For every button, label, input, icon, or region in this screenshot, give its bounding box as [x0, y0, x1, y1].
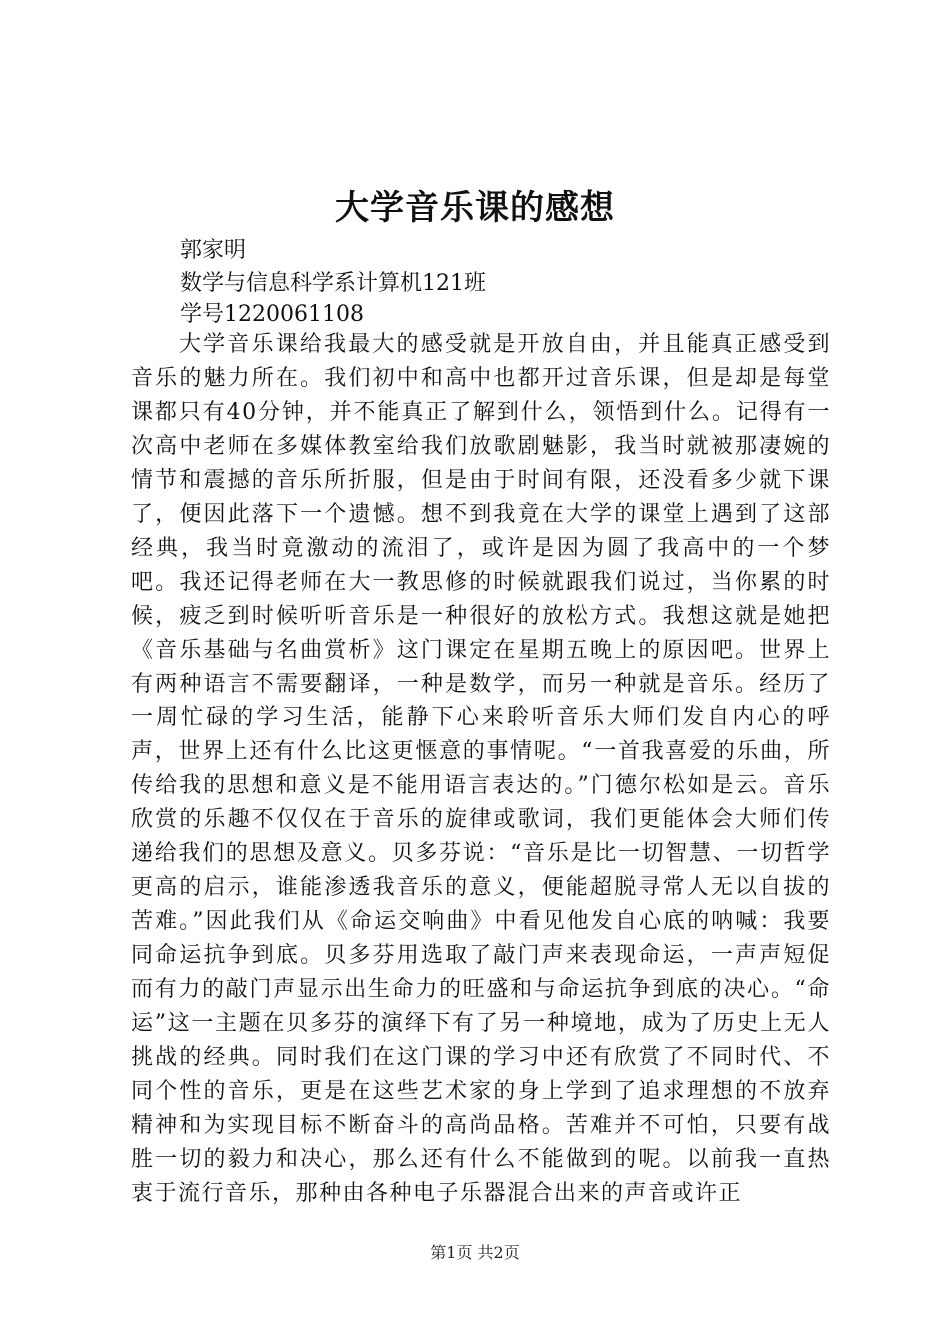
- author-name: 郭家明: [180, 238, 247, 263]
- student-id: 学号1220061108: [180, 302, 364, 327]
- document-title: 大学音乐课的感想: [335, 188, 615, 228]
- essay-body: 大学音乐课给我最大的感受就是开放自由，并且能真正感受到音乐的魅力所在。我们初中和高中也都开过音乐课，但是却是每堂课都只有40分钟，并不能真正了解到什么，领悟到什么。记得有一次高中老师在多媒体教室给我们放歌剧魅影，我当时就被那凄婉的情节和震撼的音乐所折服，但是由于时间有限，还没看多少就下课了，便因此落下一个遗憾。想不到我竟在大学的课堂上遇到了这部经典，我当时竟激动的流泪了，或许是因为圆了我高中的一个梦吧。我还记得老师在大一教思修的时候就跟我们说过，当你累的时候，疲乏到时候听听音乐是一种很好的放松方式。我想这就是她把《音乐基础与名曲赏析》这门课定在星期五晚上的原因吧。世界上有两种语言不需要翻译，一种是数学，而另一种就是音乐。经历了一周忙碌的学习生活，能静下心来聆听音乐大师们发自内心的呼声，世界上还有什么比这更惬意的事情呢。“一首我喜爱的乐曲，所传给我的思想和意义是不能用语言表达的。”门德尔松如是云。音乐欣赏的乐趣不仅仅在于音乐的旋律或歌词，我们更能体会大师们传递给我们的思想及意义。贝多芬说：“音乐是比一切智慧、一切哲学更高的启示，谁能渗透我音乐的意义，便能超脱寻常人无以自拔的苦难。”因此我们从《命运交响曲》中看见他发自心底的呐喊：我要同命运抗争到底。贝多芬用选取了敲门声来表现命运，一声声短促而有力的敲门声显示出生命力的旺盛和与命运抗争到底的决心。“命运”这一主题在贝多芬的演绎下有了另一种境地，成为了历史上无人挑战的经典。同时我们在这门课的学习中还有欣赏了不同时代、不同个性的音乐，更是在这些艺术家的身上学到了追求理想的不放弃精神和为实现目标不断奋斗的高尚品格。苦难并不可怕，只要有战胜一切的毅力和决心，那么还有什么不能做到的呢。以前我一直热衷于流行音乐，那种由各种电子乐器混合出来的声音或许正: [131, 332, 831, 1206]
- page-number: 第1页 共2页: [430, 1243, 520, 1262]
- class-info: 数学与信息科学系计算机121班: [180, 271, 486, 296]
